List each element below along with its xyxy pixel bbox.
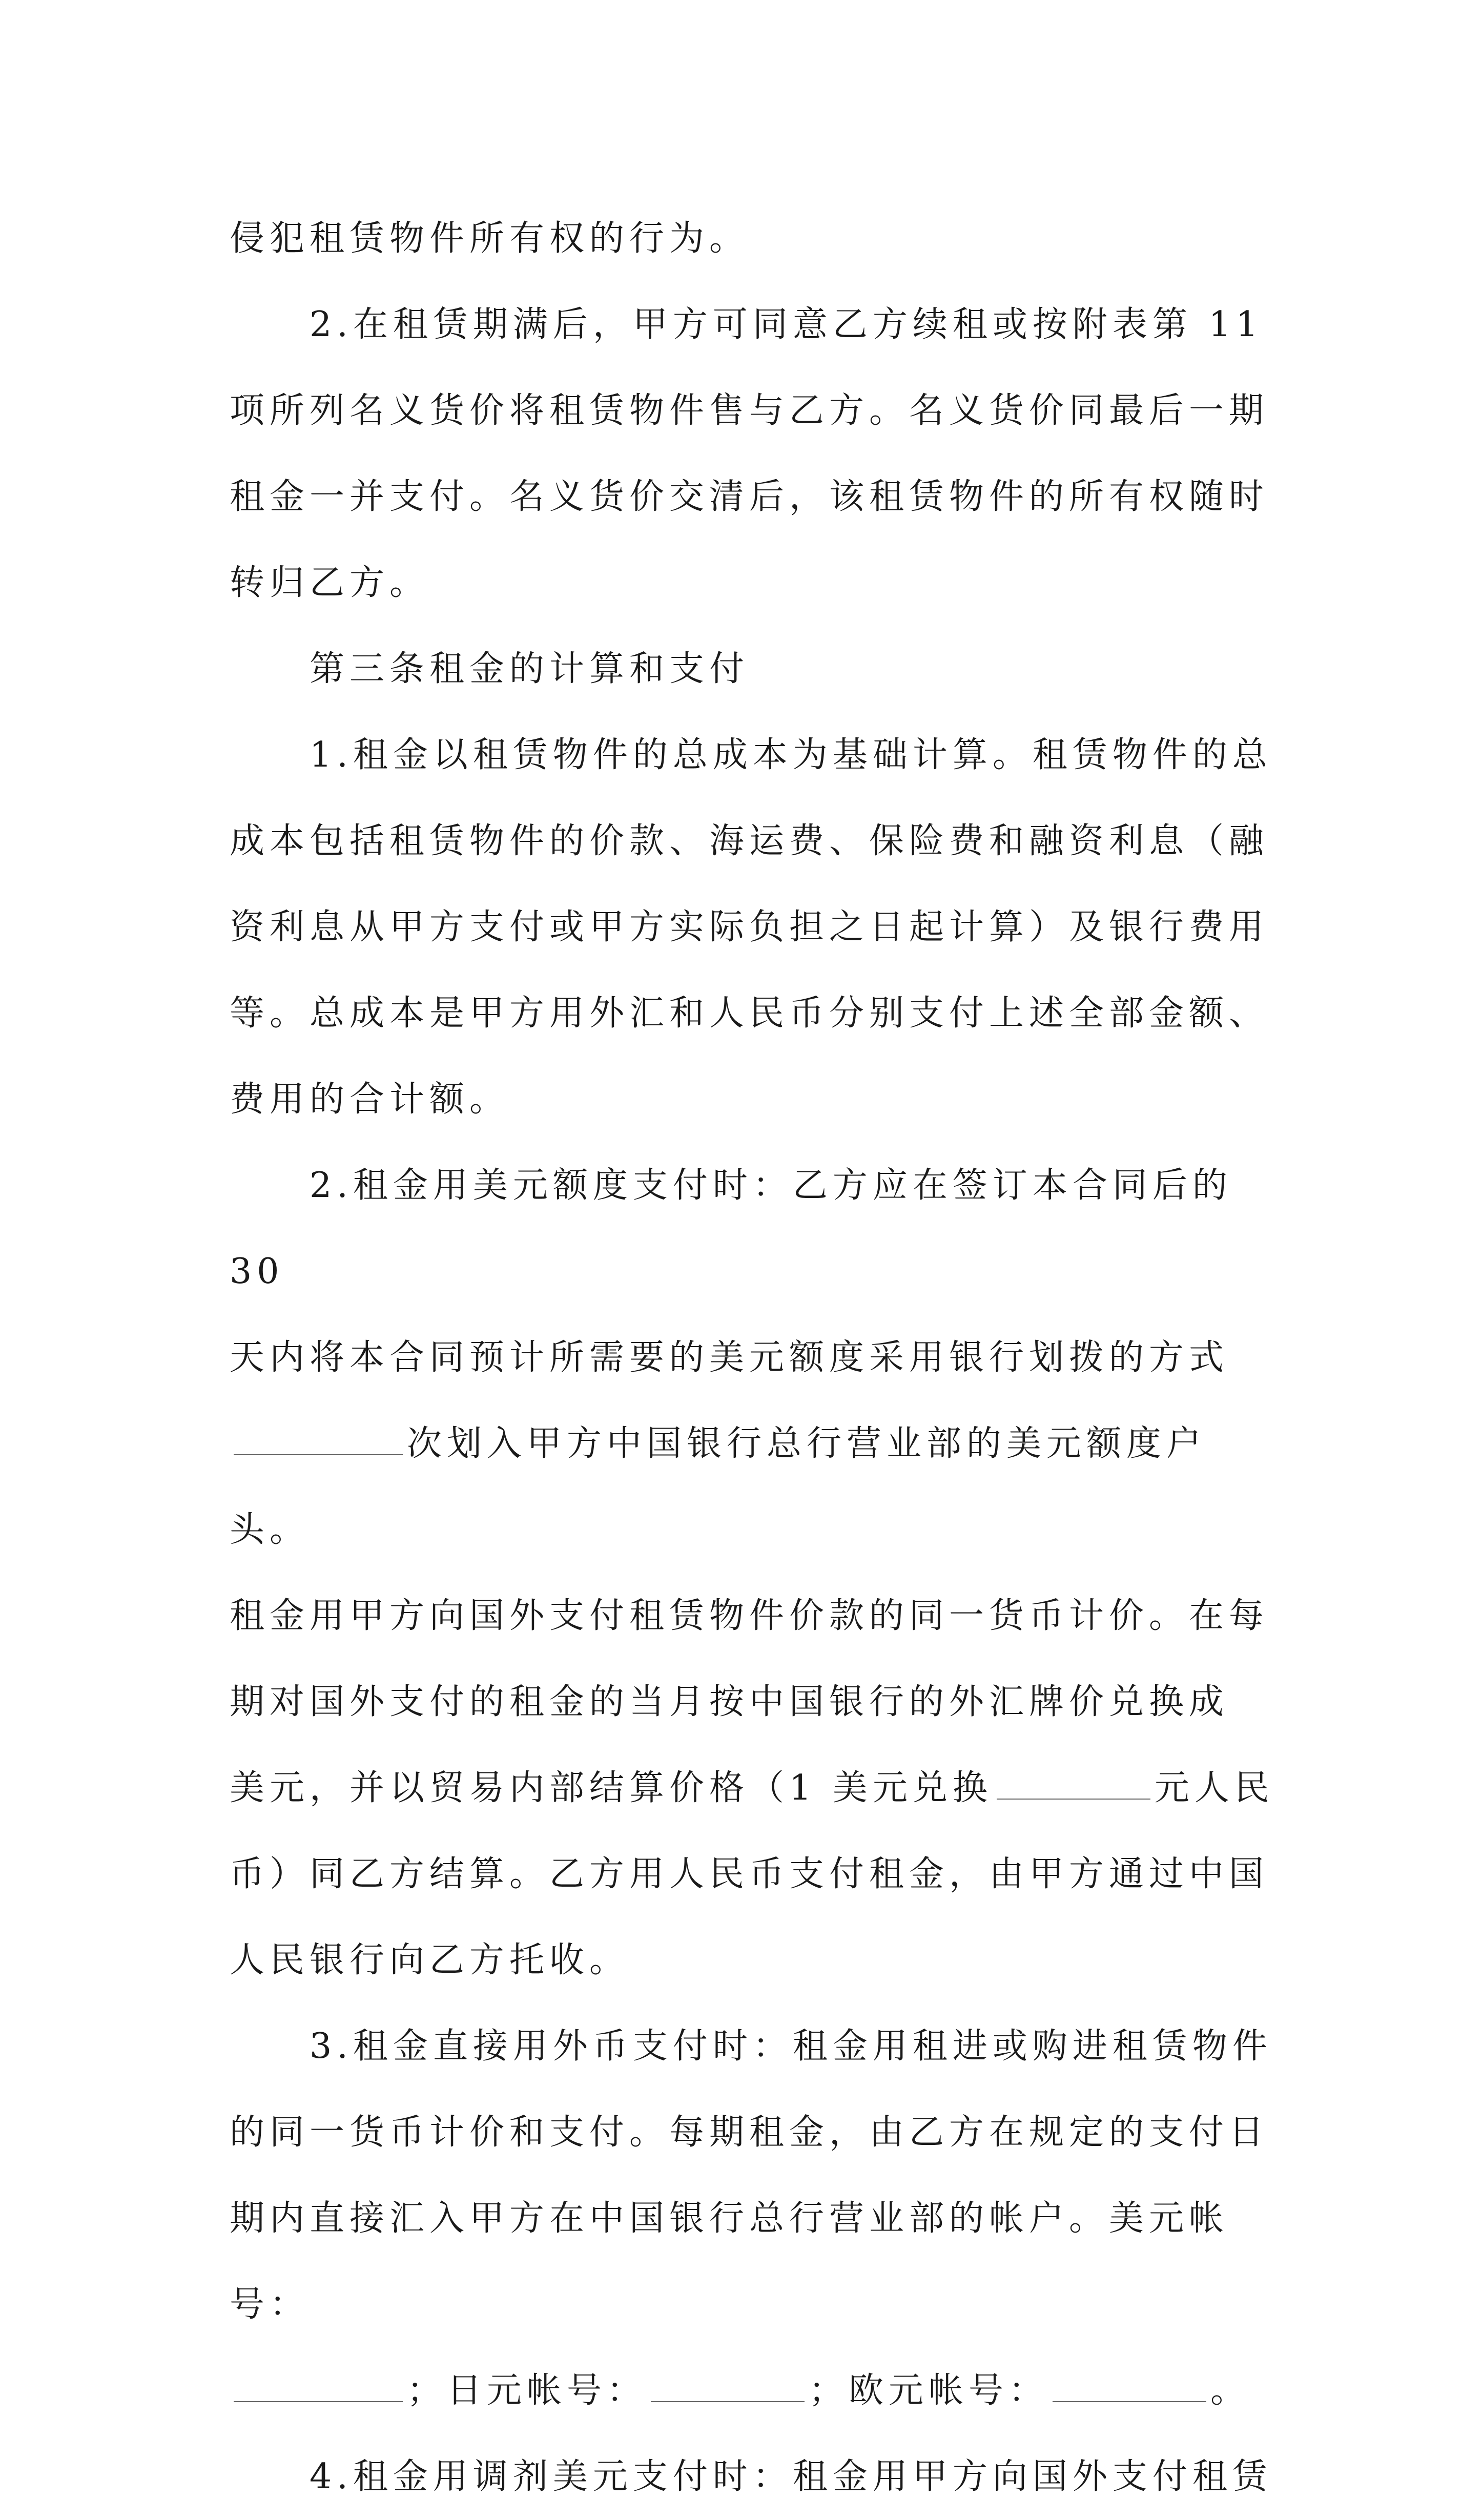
clause-2-line: 2.租金用美元额度支付时：乙方应在签订本合同后的 30 (230, 1165, 1232, 1292)
clause-2-line: 2.在租赁期满后，甲方可同意乙方续租或按附表第 11 (310, 304, 1264, 345)
text-line: 币）同乙方结算。乙方用人民币支付租金，由甲方通过中国 (230, 1854, 1269, 1894)
clause-3-line: 3.租金直接用外币支付时：租金用租进或购进租赁物件 (310, 2026, 1272, 2067)
text-line (230, 1745, 1285, 1831)
text-line: 等。总成本是甲方用外汇和人民币分别支付上述全部金额、 (230, 993, 1269, 1034)
text-segment: 。 (1210, 2370, 1251, 2411)
text-line: 侵犯租赁物件所有权的行为。 (230, 218, 750, 259)
text-line: 成本包括租赁物件的价款、海运费、保险费和融资利息（融 (230, 821, 1269, 861)
text-line: 期内直接汇入甲方在中国银行总行营业部的帐户。美元帐号： (230, 2198, 1229, 2325)
text-segment: ；日元帐号： (407, 2370, 647, 2411)
usd-account-blank (234, 2401, 403, 2402)
text-line: 资利息从甲方支付或甲方实际负担之日起计算）及银行费用 (230, 907, 1269, 947)
text-line: 租金一并支付。名义货价交清后，该租赁物件的所有权随时 (230, 477, 1269, 517)
text-segment: 美元，并以贸易内部结算价格（1 美元兑换 (230, 1768, 993, 1808)
text-segment: ；欧元帐号： (809, 2370, 1049, 2411)
text-line: 天内将本合同预计所需要的美元额度采用银行划拨的方式 (230, 1337, 1229, 1378)
clause-4-line: 4.租金用调剂美元支付时：租金用甲方向国外支付租赁 (310, 2456, 1272, 2497)
text-line: 的同一货币计价和支付。每期租金，由乙方在规定的支付日 (230, 2112, 1269, 2153)
clause-1-line: 1.租金以租赁物件的总成本为基础计算。租赁物件的总 (310, 735, 1272, 775)
text-segment: 元人民 (1154, 1768, 1274, 1808)
text-line: 租金用甲方向国外支付租赁物件价款的同一货币计价。在每 (230, 1596, 1269, 1636)
text-line: 人民银行向乙方托收。 (230, 1940, 630, 1980)
eur-account-blank (1053, 2401, 1206, 2402)
text-line: 转归乙方。 (230, 563, 430, 603)
text-line: 费用的合计额。 (230, 1079, 510, 1120)
contract-text (230, 196, 1285, 2520)
account-numbers-line (230, 2348, 1285, 2434)
text-segment: 次划入甲方中国银行总行营业部的美元额度户头。 (230, 1423, 1207, 1550)
text-line: 项所列名义货价将租赁物件售与乙方。名义货价同最后一期 (230, 390, 1269, 431)
text-line: 期对国外支付的租金的当月按中国银行的外汇牌价兑换成 (230, 1682, 1229, 1722)
section-heading: 第三条租金的计算和支付 (310, 649, 750, 689)
jpy-account-blank (651, 2401, 805, 2402)
fill-in-blank (997, 1798, 1150, 1800)
fill-in-blank (234, 1454, 403, 1455)
text-line (230, 1401, 1285, 1573)
